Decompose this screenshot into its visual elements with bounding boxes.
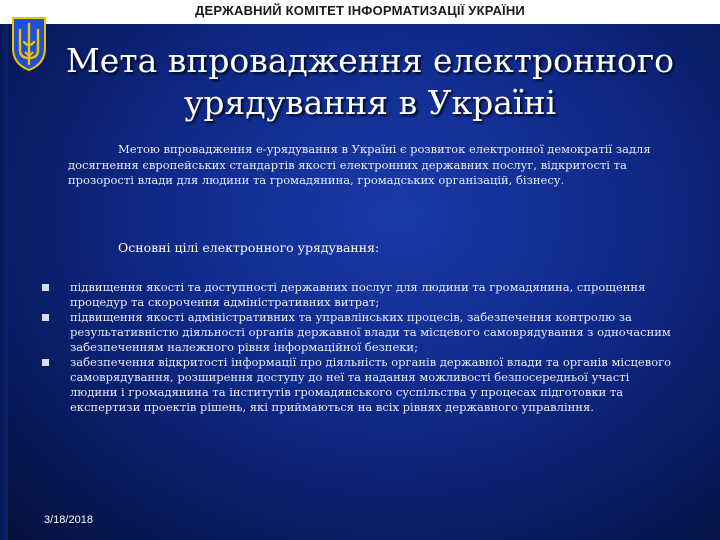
square-bullet-icon <box>42 359 49 366</box>
intro-lead-word: Метою <box>118 142 160 156</box>
slide-title-line-2: урядування в Україні <box>183 83 557 122</box>
slide-title <box>40 40 700 124</box>
list-item <box>40 280 680 310</box>
list-item <box>40 355 680 415</box>
intro-text: впровадження е-урядування в Україні є розвиток електронної демократії задля досягнення європейських стандартів якості електронних державних послуг, відкритості та прозорості влади для людини та громадянина, громадських організацій, бізнесу. <box>68 142 651 187</box>
left-decorative-strip <box>0 24 8 540</box>
slide-title-line-1: Мета впровадження електронного <box>66 41 674 80</box>
intro-paragraph <box>68 142 668 189</box>
goals-heading: Основні цілі електронного урядування: <box>118 240 380 255</box>
square-bullet-icon <box>42 284 49 291</box>
header-organization: ДЕРЖАВНИЙ КОМІТЕТ ІНФОРМАТИЗАЦІЇ УКРАЇНИ <box>195 3 525 18</box>
slide-date: 3/18/2018 <box>44 514 93 526</box>
goal-text: забезпечення відкритості інформації про діяльність органів державної влади та органів місцевого самоврядування, розширення доступу до неї та надання можливості безпосередньої участі людини і громадянина та інститутів громадянського суспільства у процесах підготовки та експертизи проектів рішень, які приймаються на всіх рівнях державного управління. <box>70 355 672 414</box>
square-bullet-icon <box>42 314 49 321</box>
list-item <box>40 310 680 355</box>
goal-text: підвищення якості та доступності державних послуг для людини та громадянина, спрощення процедур та скорочення адміністративних витрат; <box>70 280 646 309</box>
goal-text: підвищення якості адміністративних та управлінських процесів, забезпечення контролю за результативністю діяльності органів державної влади та місцевого самоврядування з одночасним забезпеченням належного рівня інформаційної безпеки; <box>70 310 671 354</box>
goals-list <box>40 280 680 415</box>
